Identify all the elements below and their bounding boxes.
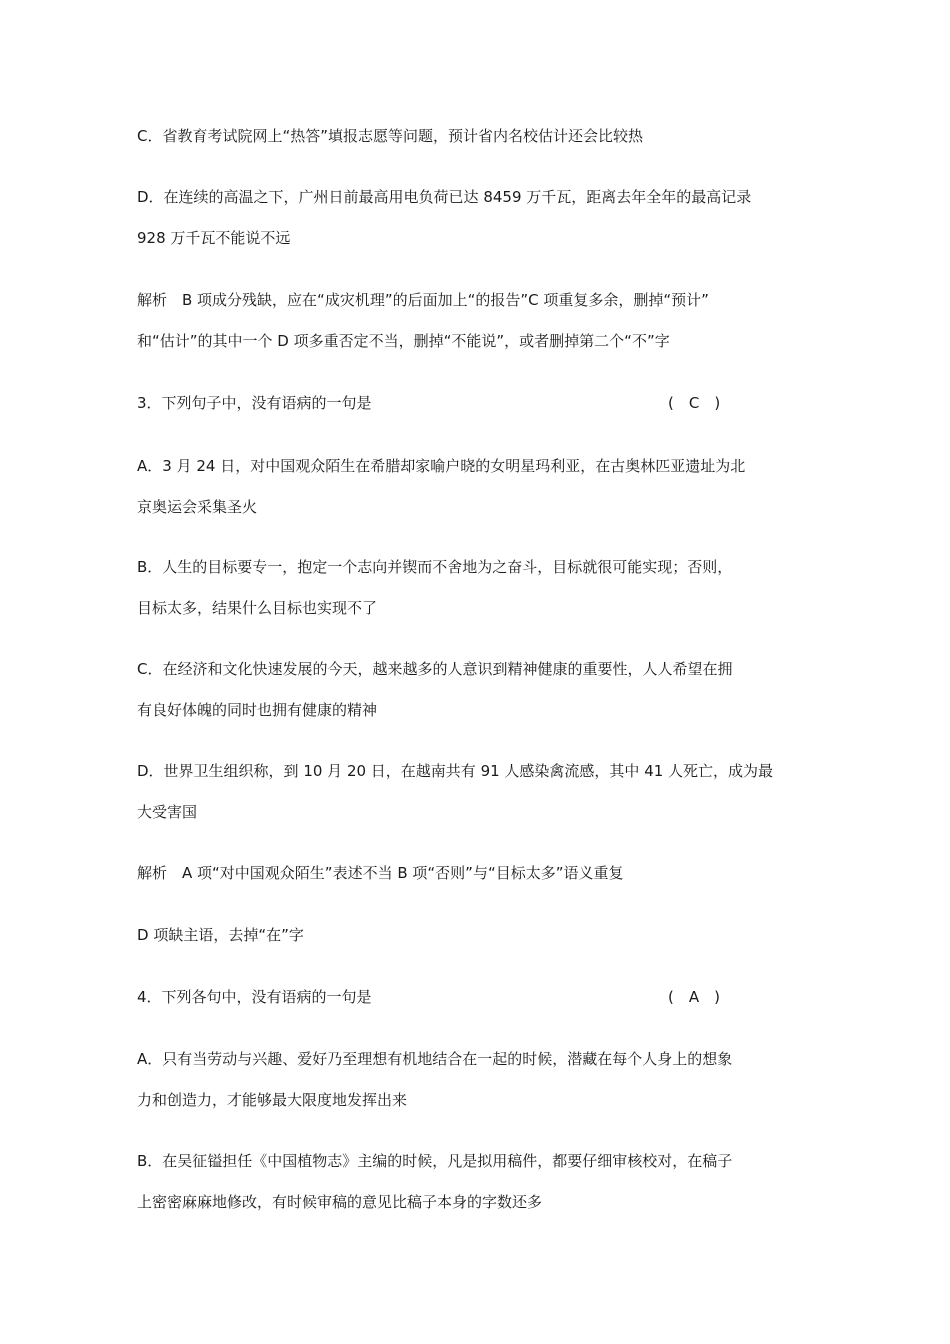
text-line: 解析 A 项“对中国观众陌生”表述不当 B 项“否则”与“目标太多”语义重复 — [137, 864, 624, 882]
text-line: B．在吴征镒担任《中国植物志》主编的时候，凡是拟用稿件，都要仔细审核校对，在稿子 — [137, 1152, 733, 1170]
q4-option-b — [137, 1141, 817, 1223]
text-line: C．省教育考试院网上“热答”填报志愿等问题，预计省内名校估计还会比较热 — [137, 127, 644, 145]
text-line: B．人生的目标要专一，抱定一个志向并锲而不舍地为之奋斗，目标就很可能实现；否则， — [137, 558, 733, 576]
q4-option-a — [137, 1039, 817, 1121]
q3-option-a — [137, 446, 817, 528]
question-stem: 3．下列句子中，没有语病的一句是 — [137, 394, 372, 412]
text-line: 928 万千瓦不能说不远 — [137, 229, 291, 247]
q2-option-d — [137, 177, 817, 259]
question-stem: 4．下列各句中，没有语病的一句是 — [137, 988, 372, 1006]
text-line: 有良好体魄的同时也拥有健康的精神 — [137, 701, 378, 719]
text-line: 解析 B 项成分残缺，应在“成灾机理”的后面加上“的报告”C 项重复多余，删掉“预计” — [137, 291, 709, 309]
text-line: 京奥运会采集圣火 — [137, 498, 258, 516]
text-line: 目标太多，结果什么目标也实现不了 — [137, 599, 378, 617]
text-line: C．在经济和文化快速发展的今天，越来越多的人意识到精神健康的重要性，人人希望在拥 — [137, 660, 733, 678]
q4-answer: ( A ) — [668, 988, 720, 1006]
q3-option-d — [137, 751, 817, 833]
text-line: D．在连续的高温之下，广州日前最高用电负荷已达 8459 万千瓦，距离去年全年的最高记录 — [137, 188, 752, 206]
text-line: A．只有当劳动与兴趣、爱好乃至理想有机地结合在一起的时候，潜藏在每个人身上的想象 — [137, 1050, 733, 1068]
q3-analysis — [137, 853, 817, 894]
text-line: 大受害国 — [137, 803, 198, 821]
q2-analysis — [137, 280, 817, 362]
text-line: 和“估计”的其中一个 D 项多重否定不当，删掉“不能说”，或者删掉第二个“不”字 — [137, 332, 670, 350]
q3-answer: ( C ) — [668, 394, 721, 412]
q3-analysis-continued — [137, 915, 817, 956]
text-line: D 项缺主语，去掉“在”字 — [137, 926, 304, 944]
q3-option-b — [137, 547, 817, 629]
q3-option-c — [137, 649, 817, 731]
q2-option-c — [137, 116, 817, 157]
text-line: 上密密麻麻地修改，有时候审稿的意见比稿子本身的字数还多 — [137, 1193, 543, 1211]
text-line: A．3 月 24 日，对中国观众陌生在希腊却家喻户晓的女明星玛利亚，在古奥林匹亚遗址为北 — [137, 457, 746, 475]
text-line: 力和创造力，才能够最大限度地发挥出来 — [137, 1091, 408, 1109]
text-line: D．世界卫生组织称，到 10 月 20 日，在越南共有 91 人感染禽流感，其中 41 人死亡，成为最 — [137, 762, 774, 780]
